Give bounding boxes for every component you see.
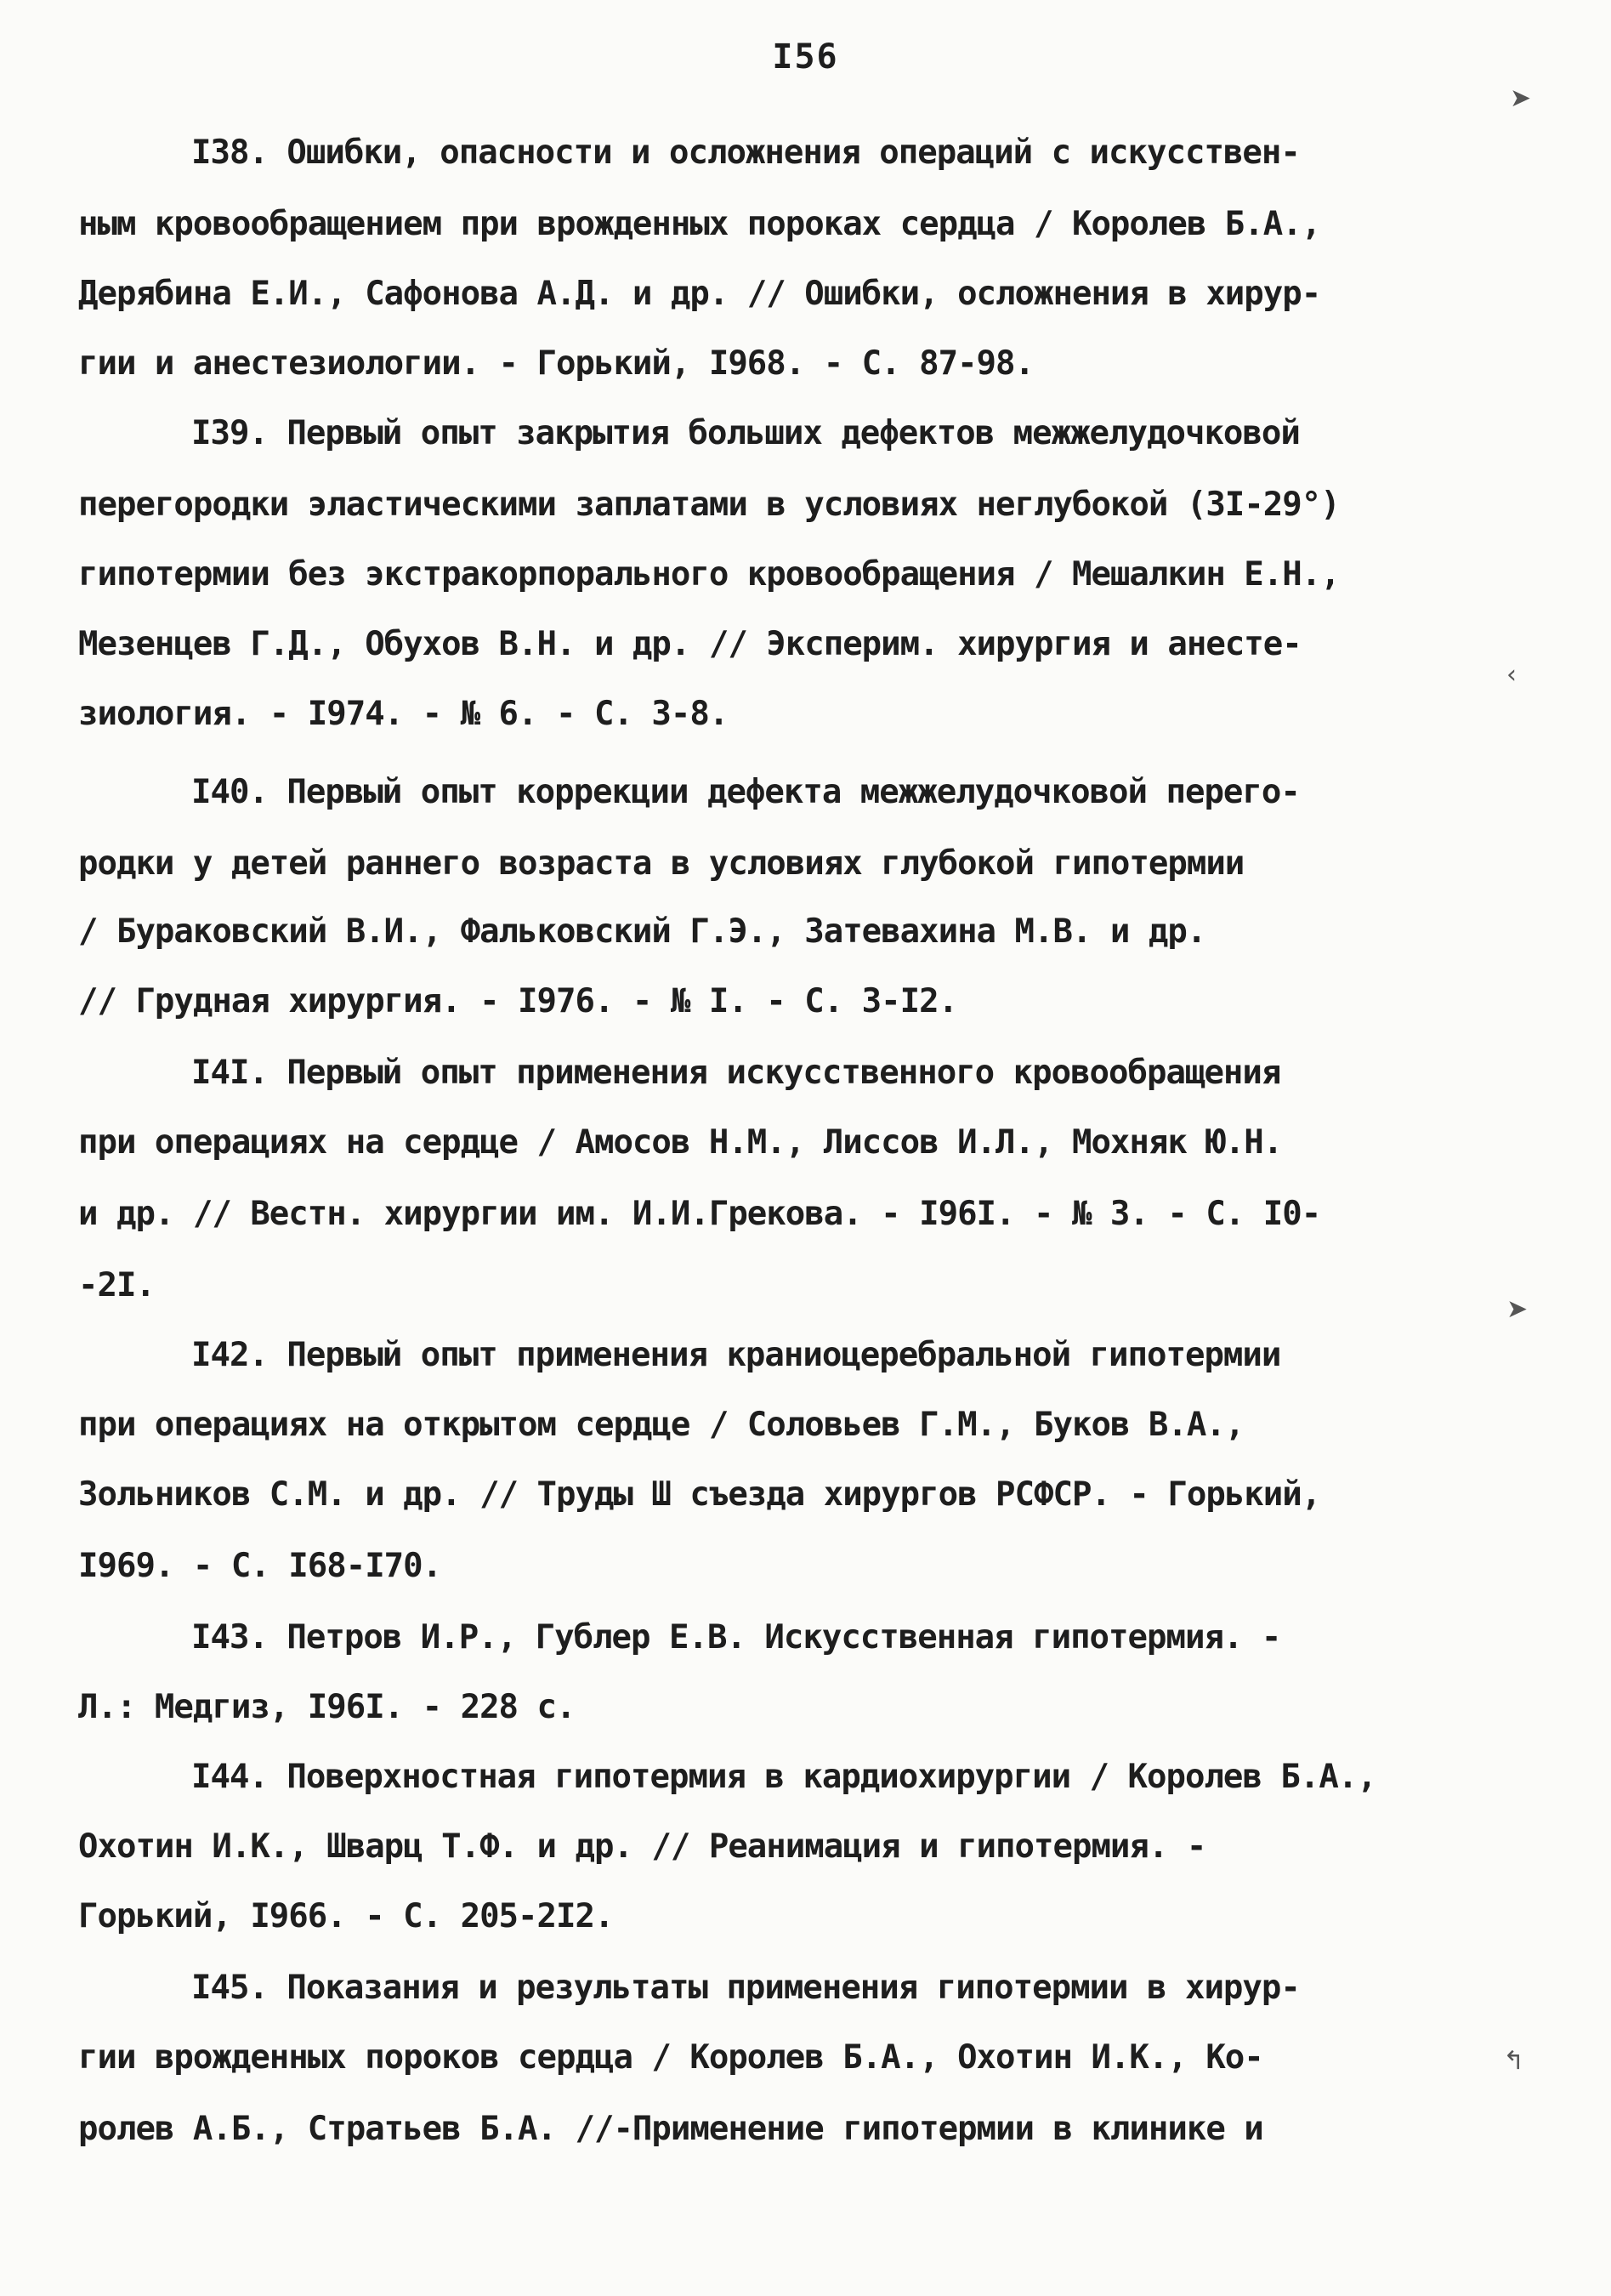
entry-142-line-2: при операциях на открытом сердце / Соловьев Г.М., Буков В.А.,: [78, 1406, 1245, 1444]
entry-142-line-4: I969. - С. I68-I70.: [78, 1547, 442, 1585]
margin-scan-mark: ➤: [1506, 1294, 1529, 1324]
entry-143-line-2: Л.: Медгиз, I96I. - 228 с.: [78, 1688, 576, 1726]
entry-145-line-2: гии врожденных пороков сердца / Королев Б.А., Охотин И.К., Ко-: [78, 2038, 1263, 2077]
entry-141-line-2: при операциях на сердце / Амосов Н.М., Лиссов И.Л., Мохняк Ю.Н.: [78, 1123, 1283, 1162]
margin-scan-mark: ↰: [1503, 2046, 1525, 2076]
entry-144-line-2: Охотин И.К., Шварц Т.Ф. и др. // Реанимация и гипотермия. -: [78, 1827, 1206, 1866]
entry-144-line-3: Горький, I966. - С. 205-2I2.: [78, 1897, 614, 1935]
entry-139-line-3: гипотермии без экстракорпорального кровообращения / Мешалкин Е.Н.,: [78, 555, 1340, 594]
entry-140-line-3: / Бураковский В.И., Фальковский Г.Э., Затевахина М.В. и др.: [78, 912, 1206, 951]
entry-142-line-3: Зольников С.М. и др. // Труды Ш съезда хирургов РСФСР. - Горький,: [78, 1475, 1321, 1514]
entry-138-line-1: I38. Ошибки, опасности и осложнения операций с искусствен-: [191, 134, 1300, 172]
page-number: I56: [772, 37, 839, 77]
entry-141-line-1: I4I. Первый опыт применения искусственного кровообращения: [191, 1054, 1281, 1092]
entry-141-line-3: и др. // Вестн. хирургии им. И.И.Грекова. - I96I. - № 3. - С. I0-: [78, 1195, 1321, 1233]
entry-140-line-2: родки у детей раннего возраста в условиях глубокой гипотермии: [78, 844, 1245, 883]
entry-145-line-3: ролев А.Б., Стратьев Б.А. //-Применение гипотермии в клинике и: [78, 2110, 1263, 2148]
margin-scan-mark: ‹: [1506, 660, 1517, 690]
entry-139-line-4: Мезенцев Г.Д., Обухов В.Н. и др. // Эксперим. хирургия и анесте-: [78, 625, 1302, 663]
entry-140-line-1: I40. Первый опыт коррекции дефекта межжелудочковой перего-: [191, 773, 1300, 811]
entry-139-line-5: зиология. - I974. - № 6. - С. 3-8.: [78, 695, 729, 733]
entry-143-line-1: I43. Петров И.Р., Гублер Е.В. Искусственная гипотермия. -: [191, 1618, 1281, 1657]
entry-139-line-1: I39. Первый опыт закрытия больших дефектов межжелудочковой: [191, 414, 1300, 452]
margin-scan-mark: ➤: [1510, 83, 1532, 113]
entry-138-line-4: гии и анестезиологии. - Горький, I968. - С. 87-98.: [78, 344, 1034, 383]
entry-145-line-1: I45. Показания и результаты применения гипотермии в хирур-: [191, 1969, 1300, 2007]
entry-141-line-4: -2I.: [78, 1266, 155, 1304]
entry-144-line-1: I44. Поверхностная гипотермия в кардиохирургии / Королев Б.А.,: [191, 1758, 1376, 1796]
entry-138-line-3: Дерябина Е.И., Сафонова А.Д. и др. // Ошибки, осложнения в хирур-: [78, 275, 1321, 313]
entry-138-line-2: ным кровообращением при врожденных пороках сердца / Королев Б.А.,: [78, 205, 1321, 243]
entry-140-line-4: // Грудная хирургия. - I976. - № I. - С. 3-I2.: [78, 982, 958, 1020]
entry-139-line-2: перегородки эластическими заплатами в условиях неглубокой (3I-29°): [78, 486, 1340, 524]
entry-142-line-1: I42. Первый опыт применения краниоцеребральной гипотермии: [191, 1336, 1281, 1374]
